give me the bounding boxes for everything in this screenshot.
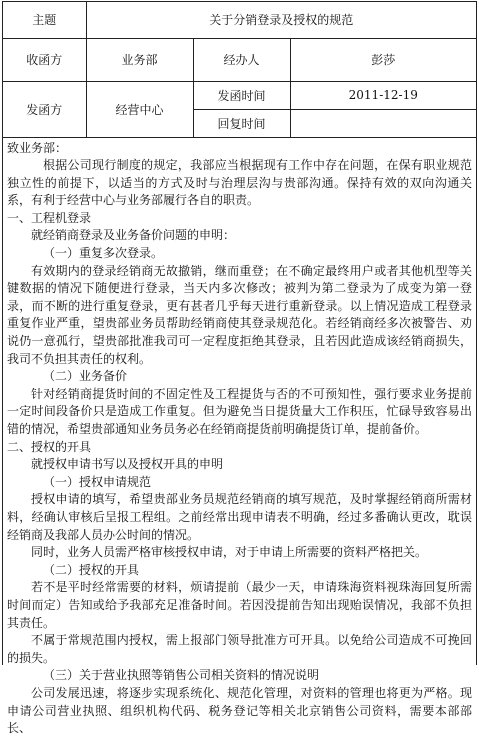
receiver-label: 收函方 <box>3 38 86 81</box>
section-1-2-title: （二）业务备价 <box>43 369 128 384</box>
reply-time-value <box>290 109 476 137</box>
greeting: 致业务部： <box>7 140 68 155</box>
sender-value: 经营中心 <box>86 81 193 137</box>
subject-value: 关于分销登录及授权的规范 <box>86 2 476 38</box>
send-time-value: 2011-12-19 <box>290 81 476 109</box>
handler-label: 经办人 <box>193 38 290 81</box>
section-2-1-text-2: 同时，业务人员需严格审核授权申请，对于申请上所需要的资料严格把关。 <box>31 545 428 560</box>
send-time-label: 发函时间 <box>193 81 290 109</box>
subject-label: 主题 <box>3 2 86 38</box>
sender-label: 发函方 <box>3 81 86 137</box>
section-1-1-text: 有效期内的登录经销商无故撤销，继而重登；在不确定最终用户或者其他机型等关键数据的情况下随便进行登录，当天内多次修改；被判为第二登录为了成变为第一登录，而不断的进行重复登录，更有甚者几乎每天进行重新登录。以上情况造成工程登录重复作业严重，望贵部业务员帮助经销商使其登录规范化。若经销商经多次被警告、劝说仍一意孤行，望贵部批准我司可一定程度拒绝其登录，且若因此造成该经销商损失，我司不负担其责任的权利。 <box>7 263 472 366</box>
section-2-2-text-1: 若不是平时经常需要的材料，烦请提前（最少一天，申请珠海资料视珠海回复所需时间而定）告知或给予我部充足准备时间。若因没提前告知出现贻误情况，我部不负担其责任。 <box>7 580 472 630</box>
section-2-3-title: （三）关于营业执照等销售公司相关资料的情况说明 <box>43 668 320 683</box>
section-2-1-title: （一）授权申请规范 <box>43 474 152 489</box>
section-2-3-text: 公司发展迅速，将逐步实现系统化、规范化管理，对资料的管理也将更为严格。现申请公司营业执照、组织机构代码、税务登记等相关北京销售公司资料，需要本部部长、 <box>7 685 472 736</box>
section-1-title: 一、工程机登录 <box>7 210 92 225</box>
section-1-1-title: （一）重复多次登录。 <box>43 246 164 261</box>
section-2-2-text-2: 不属于常规范围内授权，需上报部门领导批准方可开具。以免给公司造成不可挽回的损失。 <box>7 633 472 665</box>
handler-value: 彭莎 <box>290 38 476 81</box>
section-1-2-text: 针对经销商提货时间的不固定性及工程提货与否的不可预知性，强行要求业务提前一定时间段备价只是造成工作重复。但为避免当日提货量大工作积压，忙碌导致容易出错的情况，希望贵部通知业务员务必在经销商提货前明确提货订单，提前备价。 <box>7 386 472 436</box>
reply-time-label: 回复时间 <box>193 109 290 137</box>
section-2-lead: 就授权申请书写以及授权开具的申明 <box>31 457 224 472</box>
letter-body <box>3 138 476 738</box>
letter-header-table <box>3 2 476 138</box>
section-2-title: 二、授权的开具 <box>7 439 92 454</box>
section-2-1-text-1: 授权申请的填写，希望贵部业务员规范经销商的填写规范，及时掌握经销商所需材料，经确认审核后呈报工程组。之前经常出现申请表不明确，经过多番确认更改，耽误经销商及我部人员办公时间的情况。 <box>7 492 472 542</box>
section-2-2-title: （二）授权的开具 <box>43 562 140 577</box>
section-1-lead: 就经销商登录及业务备价问题的申明： <box>31 228 236 243</box>
intro-paragraph: 根据公司现行制度的规定，我部应当根据现有工作中存在问题，在保有职业规范独立性的前提下，以适当的方式及时与治理层沟与贵部沟通。保持有效的双向沟通关系，有利于经营中心与业务部履行各自的职责。 <box>7 158 472 208</box>
letter-page <box>2 1 477 736</box>
receiver-value: 业务部 <box>86 38 193 81</box>
